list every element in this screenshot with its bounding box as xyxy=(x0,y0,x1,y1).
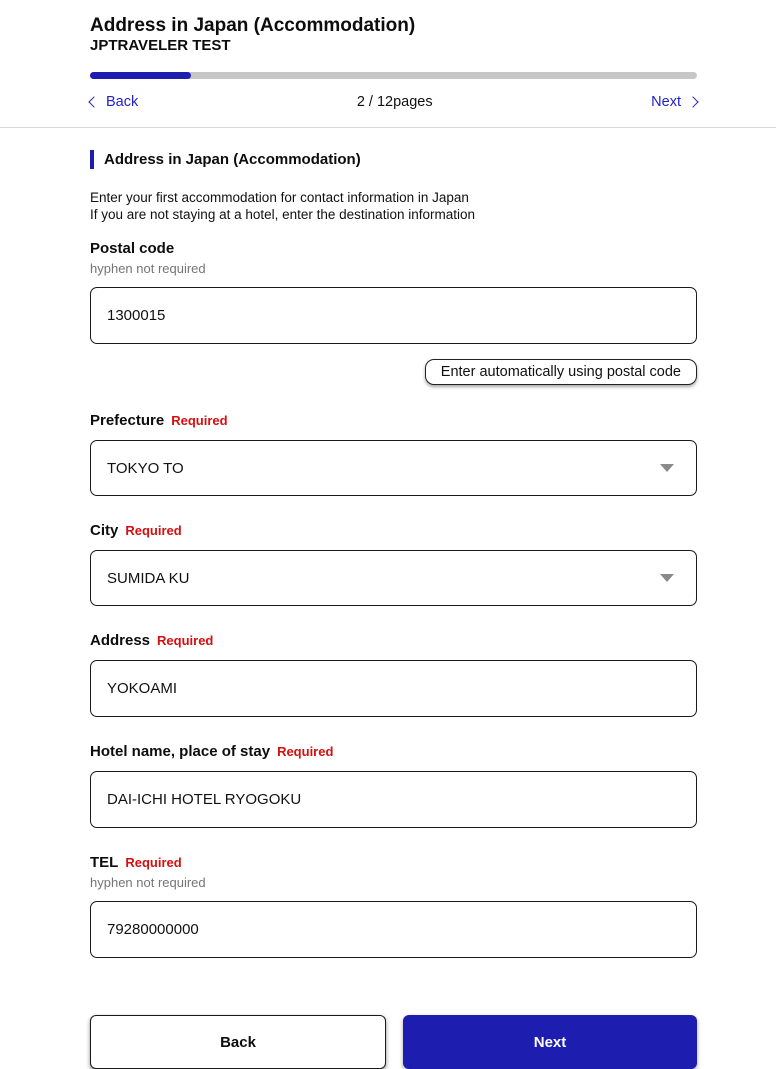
chevron-right-icon xyxy=(687,96,698,107)
tel-required-badge: Required xyxy=(125,855,182,870)
dropdown-arrow-icon xyxy=(660,464,674,472)
city-select[interactable] xyxy=(90,550,697,606)
form-description xyxy=(90,190,697,223)
section-heading: Address in Japan (Accommodation) xyxy=(90,150,697,169)
top-navigation xyxy=(90,92,697,112)
hotel-group xyxy=(90,743,697,828)
city-group xyxy=(90,522,697,606)
dropdown-arrow-icon xyxy=(660,574,674,582)
back-link[interactable] xyxy=(90,94,138,110)
address-label: Address xyxy=(90,632,151,649)
hotel-label: Hotel name, place of stay xyxy=(90,743,271,760)
city-select-value: SUMIDA KU xyxy=(107,569,190,587)
description-line-1: Enter your first accommodation for contact information in Japan xyxy=(90,190,469,205)
prefecture-required-badge: Required xyxy=(171,413,228,428)
tel-group xyxy=(90,854,697,958)
page-indicator: 2 / 12pages xyxy=(356,94,433,110)
postal-code-group xyxy=(90,240,697,385)
page-header xyxy=(90,14,697,128)
page-subtitle: JPTRAVELER TEST xyxy=(90,37,231,54)
postal-code-label: Postal code xyxy=(90,240,175,257)
auto-fill-postal-button[interactable]: Enter automatically using postal code xyxy=(425,359,697,385)
prefecture-select[interactable] xyxy=(90,440,697,496)
address-group xyxy=(90,632,697,717)
accommodation-form xyxy=(90,150,697,1069)
page-container xyxy=(90,14,697,1069)
hotel-required-badge: Required xyxy=(277,744,334,759)
postal-code-input[interactable] xyxy=(90,287,697,344)
prefecture-select-value: TOKYO TO xyxy=(107,459,184,477)
tel-label: TEL xyxy=(90,854,119,871)
back-link-label: Back xyxy=(106,94,139,110)
progress-fill xyxy=(90,72,191,79)
back-button[interactable]: Back xyxy=(90,1015,386,1069)
description-line-2: If you are not staying at a hotel, enter the destination information xyxy=(90,206,475,222)
tel-input[interactable] xyxy=(90,901,697,958)
prefecture-group xyxy=(90,412,697,496)
bottom-actions xyxy=(90,1015,697,1069)
address-input[interactable] xyxy=(90,660,697,717)
city-required-badge: Required xyxy=(125,523,182,538)
next-link[interactable] xyxy=(651,94,697,110)
city-label: City xyxy=(90,522,119,539)
page-title: Address in Japan (Accommodation) xyxy=(90,15,416,36)
progress-bar xyxy=(90,72,697,79)
postal-code-hint: hyphen not required xyxy=(90,261,206,276)
address-required-badge: Required xyxy=(157,633,214,648)
prefecture-label: Prefecture xyxy=(90,412,165,429)
hotel-input[interactable] xyxy=(90,771,697,828)
header-divider xyxy=(0,127,776,128)
next-link-label: Next xyxy=(651,94,681,110)
tel-hint: hyphen not required xyxy=(90,875,206,890)
next-button[interactable]: Next xyxy=(403,1015,697,1069)
chevron-left-icon xyxy=(88,96,99,107)
